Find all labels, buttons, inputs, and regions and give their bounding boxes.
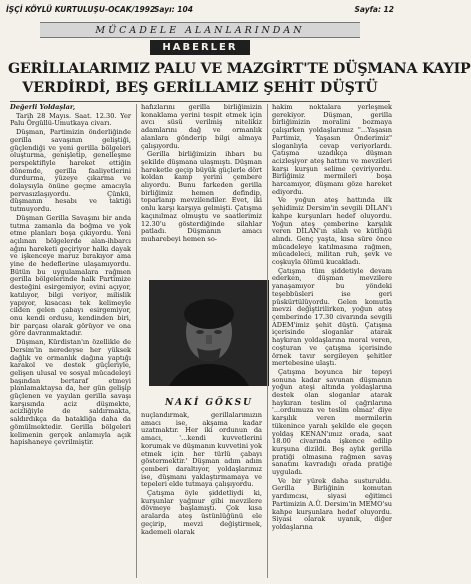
column-divider: [136, 104, 137, 578]
article-column-2: [141, 104, 262, 274]
article-paragraph: Düşman, Kürdistan'ın özellikle de Dersim'in neredeyse her yüksek dağlık ve ormanlık dağına yaptığı karakol ve destek güçleriyle, gelişen ulusal ve sosyal mücadeleyi başından bertaraf etmeyi planlamaktaysa da, her gün gelişip güçlenen ve yayılan gerilla savaşı karşısında aciz düşmekte, acizliğiyle de saldırmakta, saldırdıkça da batakliğa daha da gömülmektedir. Gerilla bölgeleri kelimenin gerçek anlamıyla açık hapishaneye çevrilmiştir.: [10, 338, 131, 447]
section-label-box: [150, 40, 250, 55]
headline-line-1: GERİLLALARIMIZ PALU VE MAZGİRT'TE DÜŞMANA KAYIP: [8, 61, 471, 77]
article-paragraph: Tarih 28 Mayıs. Saat. 12.30. Yer Palu Örgüllü-Umutkaya civarı.: [10, 111, 131, 128]
article-paragraph: Düşman Gerilla Savaşını bir anda tutma zamanla da boğma ve yok etme planları boşa çıkıyordu. Yeni açılınan bölgelerde alan-ihbarcı ağını hareketi geçiriyor halkı dayak ve işkenceye maruz bırakıyor ama yine de hedeflerine ulaşamıyordu. Bütün bu uygulamalara rağmen gerilla bölgelerinde halk Partimize desteğini esirgemiyor, evini açıyor, katılıyor, bilgi veriyor, milislik yapıyor, kısacası tek kelimeyle cilden gelen çabayı esirgemiyor, onu kendi ordusu, kendinden biri, bir parçası olarak görüyor ve ona göre davranmaktadır.: [10, 213, 131, 338]
article-paragraph: Düşman, Partimizin önderliğinde gerilla savaşının geliştiği, güçlendiği ve yeni gerilla bölgeleri oluşturma, genişletip, genelleşme perspektifiyle hareket ettiğin dönemde, gerilla faaliyetlerini durdurma, yüzeye çıkarma ve dolaysıyla önüne geçme amacıyla pervasızlaşıyordu. Çünkü, düşmanın hesabı ve taktiği tutmuyordu.: [10, 128, 131, 214]
page-header: [6, 5, 394, 17]
issue-number: Sayı: 104: [154, 5, 193, 14]
portrait-photo: [149, 280, 269, 386]
photo-caption: NAKİ GÖKSU: [164, 398, 254, 408]
band-title: MÜCADELE ALANLARINDAN: [95, 24, 305, 36]
article-column-2-lower: [141, 412, 262, 578]
portrait-image: [149, 280, 269, 386]
article-paragraph: Ve bir yürek daha susturuldu. Gerilla Birliğinin komutan yardımcısı, siyasi eğitimci Partimizin A.Ü. Dersim'in MEMO'su kahpe kurşunlara hedef oluyordu. Siyasi olarak uyanık, diğer yoldaşlarına: [272, 476, 392, 531]
article-paragraph: Çatışma öyle şiddetliydi ki, kurşunlar yağmur gibi mevzilere dövmeye başlamıştı. Çok kısa aralarda ateş üstünlüğünü ele geçirip, mevzi değiştirmek, kademeli olarak: [141, 489, 262, 536]
headline: [8, 60, 471, 98]
article-paragraph: hakim noktalara yerleşmek gerekiyor. Düşman, gerilla birliğimizin moralini bozmaya çalışırken yoldaşlarımız "...Yaşasın Partimiz, Yaşasın Önderimiz" sloganlıyla cevap veriyorlardı. Çatışma uzadıkça düşman acizleşiyor ateş hattını ve mevzileri karşı kurşun selime çeviriyordu. Birliğimiz mermileri boşa harcamıyor, düşmanı göze hareket ediyordu.: [272, 103, 392, 196]
article-byline: Değerli Yoldaşlar,: [10, 103, 76, 111]
headline-rule: [10, 101, 390, 102]
article-column-1: [10, 104, 131, 578]
article-paragraph: Çatışma boyunca bir tepeyi sonuna kadar savunan düşmanın yoğun ateşi altında yoldaşlarına destek olan sloganlar atarak haykıran teslim ol çağrılarına '...ordumuza ve teslim olmaz' diye karşılık veren mermilerin tükenince yaralı şekilde ele geçen yoldaş KENAN'ımız orada, saat 18.00 civarında işkence edilip kurşuna dizildi. Beş aylık gerilla pratiği olmasına rağmen savaş sanatını kavradığı orada pratiğe uyguladı.: [272, 367, 392, 477]
article-column-3: [272, 104, 392, 578]
article-paragraph: hafızlarını gerilla birliğimizin konaklama yerini tespit etmek için avcı süsü verilmiş nitelikiz adamlarını dağ ve ormanlık alanlara gönderip bilgi almaya çalışıyordu.: [141, 103, 262, 150]
page-number: Sayfa: 12: [354, 5, 394, 14]
article-paragraph: Gerilla birliğimizin ihbarı bu şekilde düşmana ulaşmıştı. Düşman hareketle geçip büyük güçlerle dört koldan kamp yerini çembere alıyordu. Bunu farkeden gerilla birliğimiz hemen defindip, toparlanıp mevzilendiler. Evet, iki onlu karşı karşıya gelmişti. Çatışma kaçınılmaz olmuştu ve saatlerimiz 12.30'u gösterdiğinde silahlar patladı. Düşmanın amacı muharebeyi hemen so-: [141, 150, 262, 243]
section-band: [40, 22, 360, 38]
article-paragraph: Çatışma tüm şiddetiyle devam ederken, düşman mevzilere yanaşamıyor bu yöndeki teşebbüsleri ise geri püskürtülüyordu. Gelen komutla mevzi değiştirilirken, yoğun ateş çemberinde 17.30 civarında sevgili ADEM'imiz şehit düştü. Çatışma içerisinde sloganlar atarak haykıran yoldaşlarına moral veren, coşturan ve çatışma içerisinde örnek tavır sergileyen şehitler mertebesine ulaştı.: [272, 266, 392, 368]
headline-line-2: VERDİRDİ, BEŞ GERİLLAMIZ ŞEHİT DÜŞTÜ: [22, 80, 378, 96]
column-divider: [267, 104, 268, 578]
article-paragraph: Ve yoğun ateş hattında ilk şehidimiz Dersim'in sevgili DİLAN'ı kahpe kurşunları hedef oluyordu. Yoğun ateş çemberine karşılık veren DİLAN'ın silah ve kütlüğü alındı. Genç yaşta, kısa süre önce mücadeleye katılmasına rağmen, mücadeleci, militan ruh, şevk ve coşkuyla ölümü kucakladı.: [272, 196, 392, 267]
section-label: HABERLER: [162, 42, 238, 53]
article-paragraph: nuçlandırmak, gerillalarımızın amacı ise, akşama kadar uzatmaktır. Her iki ordunun da amacı, '...kendi kuvvetlerini korumak ve düşmanın kuvvetini yok etmek için her türlü çabayı göstermektir.' Düşman adım adım çemberi daraltıyor, yoldaşlarımız ise, düşmanı yaklaştırmamaya ve tepeleri elde tutmaya çalışıyordu.: [141, 411, 262, 489]
publication-name: İŞÇİ KÖYLÜ KURTULUŞU-OCAK/1992: [6, 5, 156, 14]
